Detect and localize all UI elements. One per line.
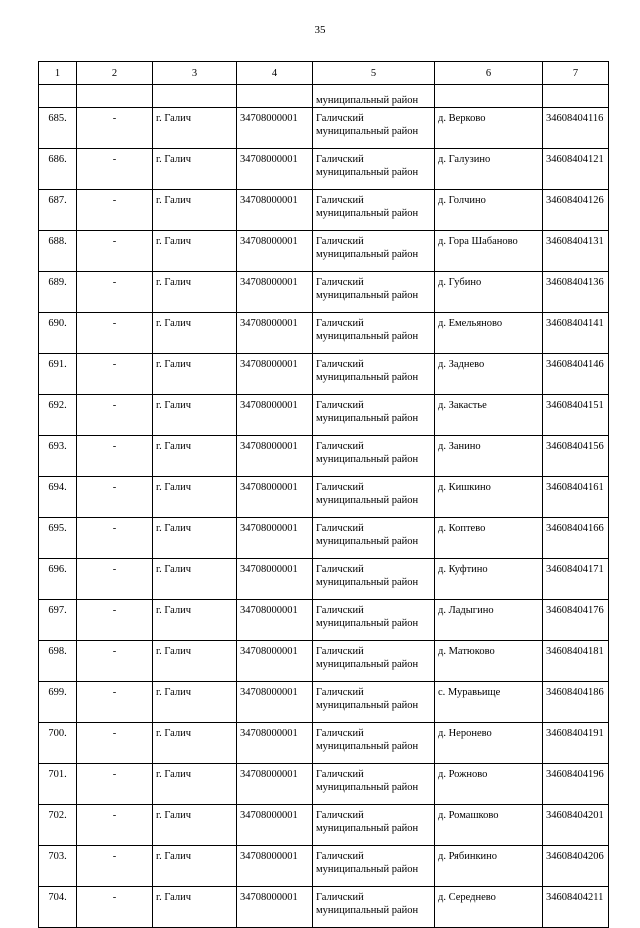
table-cell: г. Галич [153,313,237,354]
column-header: 4 [237,62,313,85]
table-cell: г. Галич [153,600,237,641]
table-cell: г. Галич [153,149,237,190]
table-cell: - [77,600,153,641]
table-cell: г. Галич [153,723,237,764]
table-cell: д. Губино [435,272,543,313]
table-cell: 694. [39,477,77,518]
table-cell [77,85,153,108]
table-cell: - [77,559,153,600]
table-row [39,272,609,313]
column-header: 7 [543,62,609,85]
table-row [39,600,609,641]
table-cell: - [77,723,153,764]
table-cell: 34708000001 [237,887,313,928]
table-cell: Галичский муниципальный район [313,805,435,846]
table-cell: Галичский муниципальный район [313,764,435,805]
table-cell: - [77,805,153,846]
table-cell: Галичский муниципальный район [313,887,435,928]
table-cell: 698. [39,641,77,682]
table-cell [39,85,77,108]
table-cell: 685. [39,108,77,149]
table-cell: Галичский муниципальный район [313,108,435,149]
table-row [39,354,609,395]
table-cell: 34708000001 [237,641,313,682]
table-row [39,477,609,518]
table-cell: Галичский муниципальный район [313,272,435,313]
table-cell [153,85,237,108]
table-cell: 34708000001 [237,764,313,805]
table-cell: д. Ромашково [435,805,543,846]
table-row [39,887,609,928]
table-cell: - [77,149,153,190]
table-row [39,559,609,600]
table-cell: 34708000001 [237,477,313,518]
table-cell: 34708000001 [237,108,313,149]
table-cell: г. Галич [153,805,237,846]
table-cell: д. Гора Шабаново [435,231,543,272]
table-cell: 34708000001 [237,436,313,477]
continuation-row [39,85,609,108]
table-cell: 34608404186 [543,682,609,723]
table-cell: Галичский муниципальный район [313,846,435,887]
table-row [39,190,609,231]
table-cell: Галичский муниципальный район [313,190,435,231]
table-cell: д. Середнево [435,887,543,928]
table-cell: - [77,108,153,149]
table-cell: Галичский муниципальный район [313,313,435,354]
table-cell [543,85,609,108]
table-cell: - [77,764,153,805]
table-cell: г. Галич [153,477,237,518]
table-cell: 34608404141 [543,313,609,354]
table-cell: г. Галич [153,354,237,395]
table-cell: - [77,518,153,559]
table-cell: 697. [39,600,77,641]
table-cell: - [77,641,153,682]
table-cell: д. Галузино [435,149,543,190]
table-cell: д. Кишкино [435,477,543,518]
table-cell: 701. [39,764,77,805]
table-cell: 34708000001 [237,518,313,559]
table-cell: - [77,190,153,231]
table-row [39,805,609,846]
table-cell: 687. [39,190,77,231]
table-cell: д. Ладыгино [435,600,543,641]
table-cell: 34708000001 [237,190,313,231]
table-cell: 34608404206 [543,846,609,887]
table-cell: Галичский муниципальный район [313,231,435,272]
table-cell: Галичский муниципальный район [313,518,435,559]
table-cell: - [77,395,153,436]
table-row [39,846,609,887]
table-cell: д. Голчино [435,190,543,231]
table-cell: 34608404131 [543,231,609,272]
table-cell: 692. [39,395,77,436]
table-cell: д. Матюково [435,641,543,682]
table-cell: д. Куфтино [435,559,543,600]
table-cell: 34708000001 [237,313,313,354]
table-cell: 702. [39,805,77,846]
table-cell: Галичский муниципальный район [313,436,435,477]
table-cell: г. Галич [153,436,237,477]
table-cell: Галичский муниципальный район [313,723,435,764]
column-header: 5 [313,62,435,85]
table-cell: д. Рябинкино [435,846,543,887]
table-cell: г. Галич [153,231,237,272]
table-row [39,518,609,559]
table-cell: Галичский муниципальный район [313,477,435,518]
table-cell: Галичский муниципальный район [313,354,435,395]
table-row [39,313,609,354]
table-cell: 34608404181 [543,641,609,682]
table-cell: 703. [39,846,77,887]
table-header-row [39,62,609,85]
table-cell: д. Верково [435,108,543,149]
table-cell: 34608404191 [543,723,609,764]
table-cell: 699. [39,682,77,723]
table-cell: 34608404151 [543,395,609,436]
column-header: 3 [153,62,237,85]
table-cell: Галичский муниципальный район [313,600,435,641]
table-cell: - [77,354,153,395]
table-row [39,682,609,723]
table-cell: 34708000001 [237,846,313,887]
table-cell: 34608404201 [543,805,609,846]
table-cell: 691. [39,354,77,395]
table-cell: муниципальный район [313,85,435,108]
table-cell: д. Закастье [435,395,543,436]
table-cell: 34708000001 [237,600,313,641]
table-cell: Галичский муниципальный район [313,395,435,436]
table-cell: 34608404161 [543,477,609,518]
table-cell: 690. [39,313,77,354]
table-cell: 34708000001 [237,723,313,764]
table-cell: д. Неронево [435,723,543,764]
table-cell: д. Емельяново [435,313,543,354]
settlements-table [38,61,609,928]
table-cell: - [77,231,153,272]
table-cell: г. Галич [153,887,237,928]
table-row [39,764,609,805]
table-cell: 34708000001 [237,354,313,395]
table-cell: 34608404211 [543,887,609,928]
table-cell: - [77,313,153,354]
table-cell: с. Муравьище [435,682,543,723]
table-cell: 34608404166 [543,518,609,559]
table-cell: г. Галич [153,190,237,231]
table-cell: г. Галич [153,764,237,805]
table-cell: 34708000001 [237,272,313,313]
column-header: 6 [435,62,543,85]
table-cell: - [77,272,153,313]
table-cell: г. Галич [153,846,237,887]
table-row [39,723,609,764]
table-cell: 34608404156 [543,436,609,477]
table-cell: - [77,846,153,887]
table-cell: г. Галич [153,108,237,149]
table-row [39,231,609,272]
table-cell: 704. [39,887,77,928]
table-cell: 695. [39,518,77,559]
table-cell: д. Коптево [435,518,543,559]
table-cell: 34708000001 [237,231,313,272]
table-cell: 34608404196 [543,764,609,805]
table-cell: - [77,682,153,723]
table-cell: 686. [39,149,77,190]
table-cell: Галичский муниципальный район [313,682,435,723]
table-cell: 689. [39,272,77,313]
table-cell: 34608404176 [543,600,609,641]
table-cell: 688. [39,231,77,272]
table-cell: 34608404136 [543,272,609,313]
table-cell: 34708000001 [237,805,313,846]
table-row [39,436,609,477]
table-cell: г. Галич [153,641,237,682]
table-cell: Галичский муниципальный район [313,559,435,600]
table-cell: 34608404171 [543,559,609,600]
table-cell: 34608404116 [543,108,609,149]
page-number: 35 [314,24,326,36]
table-cell [435,85,543,108]
table-cell: - [77,477,153,518]
table-cell: д. Занино [435,436,543,477]
table-cell: - [77,436,153,477]
table-cell: г. Галич [153,395,237,436]
table-cell: 693. [39,436,77,477]
table-cell: г. Галич [153,682,237,723]
table-cell: 34708000001 [237,149,313,190]
table-row [39,108,609,149]
table-row [39,395,609,436]
table-cell: д. Заднево [435,354,543,395]
table-cell: 34608404146 [543,354,609,395]
column-header: 2 [77,62,153,85]
table-cell: Галичский муниципальный район [313,641,435,682]
table-cell: г. Галич [153,272,237,313]
table-cell: 34608404121 [543,149,609,190]
table-cell [237,85,313,108]
table-cell: 696. [39,559,77,600]
table-row [39,641,609,682]
table-cell: 34608404126 [543,190,609,231]
table-cell: 700. [39,723,77,764]
table-cell: 34708000001 [237,682,313,723]
table-cell: 34708000001 [237,395,313,436]
table-cell: г. Галич [153,518,237,559]
table-cell: 34708000001 [237,559,313,600]
table-cell: - [77,887,153,928]
table-cell: Галичский муниципальный район [313,149,435,190]
table-cell: д. Рожново [435,764,543,805]
table-row [39,149,609,190]
column-header: 1 [39,62,77,85]
table-cell: г. Галич [153,559,237,600]
